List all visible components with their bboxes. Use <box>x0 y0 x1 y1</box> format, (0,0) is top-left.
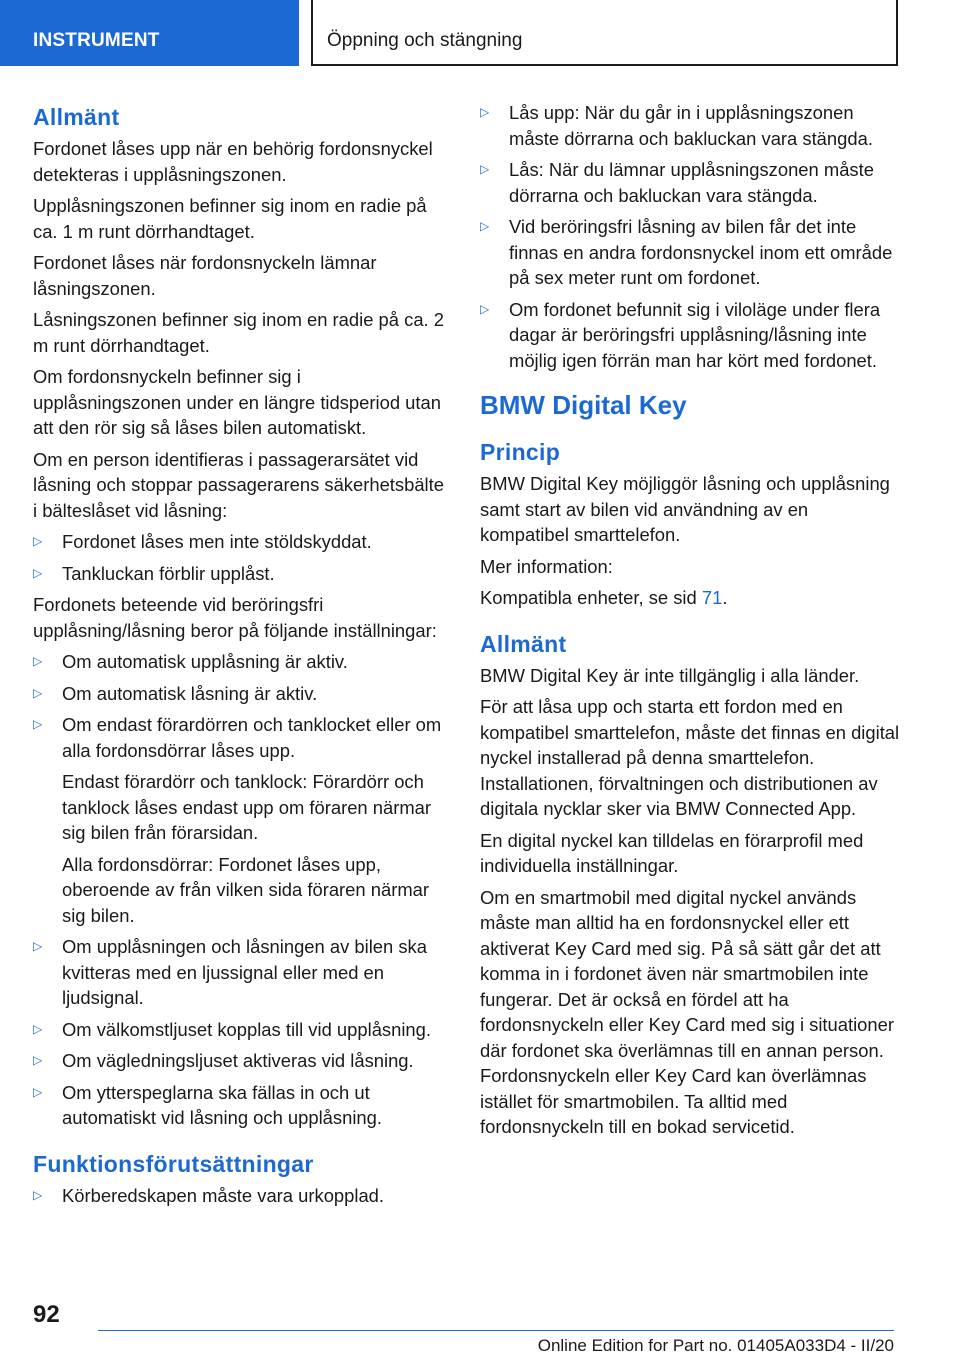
footer-divider <box>98 1330 894 1331</box>
list-item-text: Lås: När du lämnar upplåsningszonen måste dörrarna och bakluckan vara stängda. <box>509 159 874 206</box>
list-item-text: Om välkomstljuset kopplas till vid upplåsning. <box>62 1018 431 1040</box>
list-item-text: Om fordonet befunnit sig i viloläge under flera dagar är beröringsfri upplåsning/låsning inte möjlig igen förrän man har kört med fordonet. <box>509 298 881 371</box>
list-item <box>33 1183 451 1209</box>
paragraph: BMW Digital Key möjliggör låsning och upplåsning samt start av bilen vid användning av en kompatibel smarttelefon. <box>480 473 890 545</box>
paragraph-end: . <box>722 587 728 608</box>
triangle-bullet-icon: ▷ <box>33 565 43 580</box>
paragraph: Fordonets beteende vid beröringsfri upplåsning/låsning beror på följande inställningar: <box>33 594 437 641</box>
page-reference-link[interactable]: 71 <box>701 587 723 608</box>
list-item-text: Körberedskapen måste vara urkopplad. <box>62 1184 385 1206</box>
list-item <box>480 100 900 151</box>
list-item <box>480 297 900 374</box>
paragraph: Om en person identifieras i passagerarsätet vid låsning och stoppar passagerarens säkerhetsbälte i bälteslåset vid låsning: <box>33 448 444 521</box>
triangle-bullet-icon: ▷ <box>33 717 43 731</box>
list-item-subtext: Endast förardörr och tanklock: Förardörr och tanklock låses endast upp om föraren närmar sig bilen från förarsidan. <box>62 771 432 843</box>
list-item <box>480 214 900 291</box>
section-tab <box>0 0 299 66</box>
paragraph: Fordonet låses upp när en behörig fordonsnyckel detekteras i upplåsningszonen. <box>33 138 433 185</box>
heading-funktionsforutsattningar: Funktionsförutsättningar <box>33 1150 314 1177</box>
section-title: INSTRUMENT <box>33 30 160 51</box>
list-item-text: Om upplåsningen och låsningen av bilen ska kvitteras med en ljussignal eller med en ljudsignal. <box>62 936 427 1008</box>
paragraph: Upplåsningszonen befinner sig inom en radie på ca. 1 m runt dörrhandtaget. <box>33 195 427 242</box>
list-item-text: Om automatisk låsning är aktiv. <box>62 682 318 704</box>
triangle-bullet-icon: ▷ <box>33 1187 43 1202</box>
paragraph: Fordonet låses när fordonsnyckeln lämnar låsningszonen. <box>33 252 377 299</box>
page-header <box>0 0 960 66</box>
list-item <box>33 1080 451 1131</box>
list-item <box>480 157 900 208</box>
list-item-text: Om automatisk upplåsning är aktiv. <box>62 651 348 672</box>
list-item <box>33 649 451 675</box>
triangle-bullet-icon: ▷ <box>33 1084 43 1099</box>
triangle-bullet-icon: ▷ <box>480 105 490 119</box>
paragraph: BMW Digital Key är inte tillgänglig i alla länder. <box>480 664 860 686</box>
paragraph: Mer information: <box>480 555 613 577</box>
bullet-list <box>480 100 900 373</box>
triangle-bullet-icon: ▷ <box>480 162 490 176</box>
bullet-list <box>33 649 451 1131</box>
paragraph: En digital nyckel kan tilldelas en förarprofil med individuella inställningar. <box>480 829 864 876</box>
footer-edition: Online Edition for Part no. 01405A033D4 - II/20 <box>537 1336 894 1355</box>
triangle-bullet-icon: ▷ <box>33 939 43 953</box>
list-item <box>33 934 451 1011</box>
list-item-text: Om ytterspeglarna ska fällas in och ut automatiskt vid låsning och upplåsning. <box>62 1081 382 1128</box>
paragraph-text: Kompatibla enheter, se sid <box>480 587 702 608</box>
triangle-bullet-icon: ▷ <box>33 534 43 548</box>
left-column <box>33 100 451 1214</box>
heading-allmant-digital-key: Allmänt <box>480 630 567 657</box>
right-column <box>480 100 900 1146</box>
list-item <box>33 681 451 707</box>
list-item-text: Vid beröringsfri låsning av bilen får det inte finnas en andra fordonsnyckel inom ett område på sex meter runt om fordonet. <box>509 216 893 288</box>
list-item-text: Tankluckan förblir upplåst. <box>62 562 275 584</box>
triangle-bullet-icon: ▷ <box>33 685 43 700</box>
heading-bmw-digital-key: BMW Digital Key <box>480 390 687 420</box>
bullet-list <box>33 529 451 586</box>
bullet-list <box>33 1183 451 1209</box>
heading-allmant: Allmänt <box>33 104 120 130</box>
triangle-bullet-icon: ▷ <box>480 219 490 233</box>
paragraph: Om fordonsnyckeln befinner sig i upplåsningszonen under en längre tidsperiod utan att den rör sig så låses bilen automatiskt. <box>33 366 441 438</box>
page-number: 92 <box>33 1301 60 1328</box>
list-item-subtext: Alla fordonsdörrar: Fordonet låses upp, oberoende av från vilken sida föraren närmar sig bilen. <box>62 853 429 926</box>
paragraph-with-link <box>480 585 900 611</box>
heading-princip: Princip <box>480 439 561 465</box>
list-item <box>33 712 451 928</box>
paragraph: Om en smartmobil med digital nyckel används måste man alltid ha en fordonsnyckel eller ett aktiverat Key Card med sig. På så sätt går det att komma in i fordonet även när smartmobilen inte fungerar. Det är också en fördel att ha fordonsnyckeln eller Key Card med sig i situationer där fordonet ska överlämnas till en annan person. Fordonsnyckeln eller Key Card kan överlämnas istället för smartmobilen. Ta alltid med fordonsnyckeln till en bokad servicetid. <box>480 886 894 1137</box>
triangle-bullet-icon: ▷ <box>33 1021 43 1036</box>
triangle-bullet-icon: ▷ <box>33 654 43 668</box>
list-item-text: Om endast förardörren och tanklocket eller om alla fordonsdörrar låses upp. <box>62 714 442 761</box>
triangle-bullet-icon: ▷ <box>33 1053 43 1067</box>
list-item <box>33 529 451 555</box>
paragraph: För att låsa upp och starta ett fordon med en kompatibel smarttelefon, måste det finnas en digital nyckel installerad på denna smarttelefon. Installationen, förvaltningen och distributionen av digitala nycklar sker via BMW Connected App. <box>480 696 900 819</box>
list-item-text: Fordonet låses men inte stöldskyddat. <box>62 531 372 552</box>
list-item-text: Lås upp: När du går in i upplåsningszonen måste dörrarna och bakluckan vara stängda. <box>509 102 873 149</box>
list-item <box>33 1017 451 1043</box>
list-item <box>33 561 451 587</box>
list-item-text: Om vägledningsljuset aktiveras vid låsning. <box>62 1050 414 1071</box>
subsection-title: Öppning och stängning <box>327 30 523 51</box>
subsection-box <box>311 0 898 66</box>
paragraph: Låsningszonen befinner sig inom en radie på ca. 2 m runt dörrhandtaget. <box>33 309 444 356</box>
triangle-bullet-icon: ▷ <box>480 301 490 316</box>
list-item <box>33 1048 451 1074</box>
